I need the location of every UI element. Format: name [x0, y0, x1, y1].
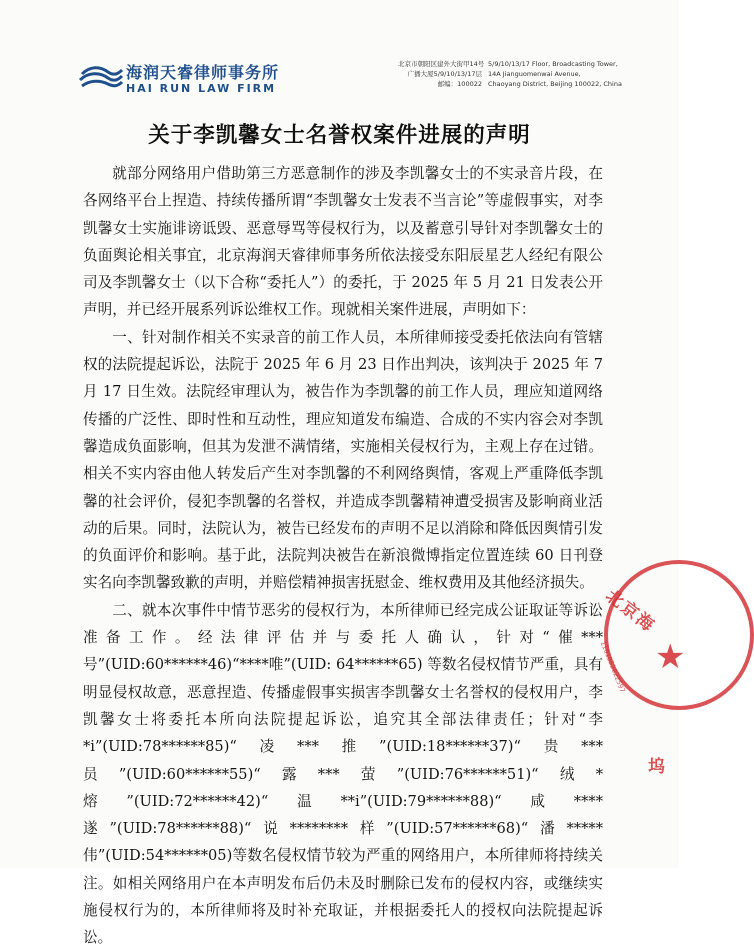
- seal-bottom-char: 坞: [648, 757, 665, 777]
- official-seal: [601, 560, 754, 710]
- address-cn-line: 邮编：100022: [437, 80, 482, 88]
- address-en-line: Chaoyang District, Beijing 100022, China: [488, 80, 622, 88]
- section-two-paragraph: 二、就本次事件中情节恶劣的侵权行为，本所律师已经完成公证取证等诉讼准备工作。经法律评估并与委托人确认，针对“催***号”(UID:60******46)“****唯”(UID: 64******65) 等数名侵权情节严重，具有明显侵权故意，恶意捏造、传播虚假事实损害李凯馨女士名誉权的侵权用户，李凯馨女士将委托本所向法院提起诉讼，追究其全部法律责任；针对“李*i”(UID:78******85)“凌***推”(UID:18******37)“贵***员”(UID:60******55)“露***萤”(UID:76******51)“绒*熔”(UID:72******42)“温**i”(UID:79******88)“咸****遂”(UID:78******88)“说********样”(UID:57******68)“潘*****伟”(UID:54******05)等数名侵权情节较为严重的网络用户，本所律师将持续关注。如相关网络用户在本声明发布后仍未及时删除已发布的侵权内容，或继续实施侵权行为的，本所律师将及时补充取证，并根据委托人的授权向法院提起诉讼。: [83, 601, 603, 947]
- address-en-line: 5/9/10/13/17 Floor, Broadcasting Tower,: [488, 60, 618, 68]
- document-body: [83, 160, 603, 952]
- address-cn-line: 北京市朝阳区建外大街甲14号: [398, 60, 485, 68]
- wave-logo-icon: [78, 60, 124, 90]
- document-title: 关于李凯馨女士名誉权案件进展的声明: [148, 123, 531, 148]
- firm-name-en: HAI RUN LAW FIRM: [126, 82, 277, 95]
- seal-serial: 1101052022597: [598, 640, 627, 694]
- address-en: [488, 59, 622, 89]
- star-icon: ★: [655, 637, 686, 677]
- section-one-paragraph: 一、针对制作相关不实录音的前工作人员，本所律师接受委托依法向有管辖权的法院提起诉讼，法院于 2025 年 6 月 23 日作出判决，该判决于 2025 年 7 月 17 日生效。法院经审理认为，被告作为李凯馨的前工作人员，理应知道网络传播的广泛性、即时性和互动性，理应知道发布编造、合成的不实内容会对李凯馨造成负面影响，但其为发泄不满情绪，实施相关侵权行为，主观上存在过错。相关不实内容由他人转发后产生对李凯馨的不利网络舆情，客观上严重降低李凯馨的社会评价，侵犯李凯馨的名誉权，并造成李凯馨精神遭受损害及影响商业活动的后果。同时，法院认为，被告已经发布的声明不足以消除和降低因舆情引发的负面评价和影响。基于此，法院判决被告在新浪微博指定位置连续 60 日刊登实名向李凯馨致歉的声明，并赔偿精神损害抚慰金、维权费用及其他经济损失。: [83, 328, 603, 592]
- address-cn-line: 广播大厦5/9/10/13/17层: [407, 70, 482, 78]
- firm-name-cn: 海润天睿律师事务所: [126, 63, 280, 82]
- address-en-line: 14A Jianguomenwai Avenue,: [488, 70, 581, 78]
- seal-text: 北京海: [601, 585, 659, 637]
- address-cn: [398, 59, 485, 89]
- intro-paragraph: 就部分网络用户借助第三方恶意制作的涉及李凯馨女士的不实录音片段，在各网络平台上捏造、持续传播所谓“李凯馨女士发表不当言论”等虚假事实，对李凯馨女士实施诽谤诋毁、恶意辱骂等侵权行为，以及蓄意引导针对李凯馨女士的负面舆论相关事宜，北京海润天睿律师事务所依法接受东阳辰星艺人经纪有限公司及李凯馨女士（以下合称“委托人”）的委托，于 2025 年 5 月 21 日发表公开声明，并已经开展系列诉讼维权工作。现就相关案件进展，声明如下：: [83, 165, 603, 319]
